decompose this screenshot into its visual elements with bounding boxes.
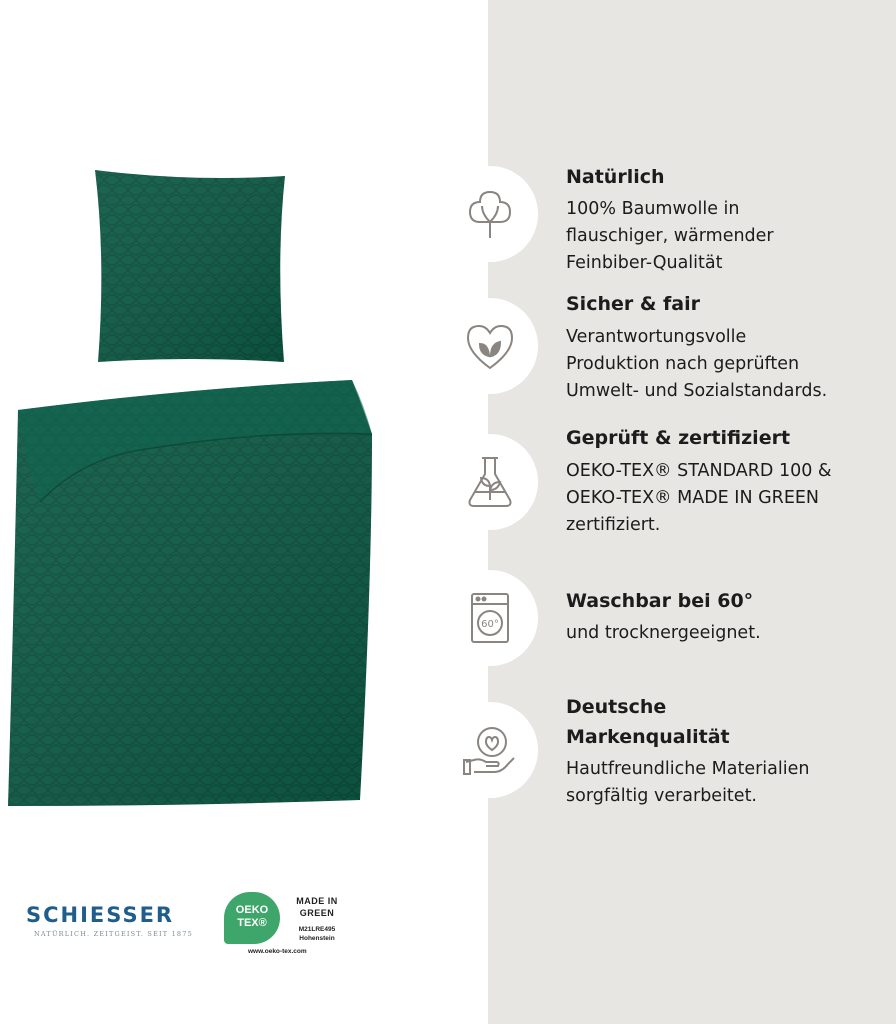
certificate-code bbox=[288, 925, 346, 943]
oeko-badge-line2: TEX® bbox=[237, 917, 267, 929]
feature-description: OEKO-TEX® STANDARD 100 & OEKO-TEX® MADE IN GREEN zertifiziert. bbox=[566, 461, 832, 535]
certificate-institute: Hohenstein bbox=[299, 935, 335, 942]
schiesser-tagline: NATÜRLICH. ZEITGEIST. SEIT 1875 bbox=[34, 930, 193, 938]
feature-description: Hautfreundliche Materialien sorgfältig verarbeitet. bbox=[566, 759, 810, 806]
pillow-image bbox=[95, 170, 285, 362]
feature-title: Waschbar bei 60° bbox=[566, 590, 754, 612]
feature-icon-circle bbox=[442, 434, 538, 530]
feature-description: 100% Baumwolle in flauschiger, wärmender Feinbiber-Qualität bbox=[566, 199, 774, 273]
feature-description: und trocknergeeignet. bbox=[566, 623, 761, 643]
feature-title: Geprüft & zertifiziert bbox=[566, 427, 791, 449]
temperature-label: 60° bbox=[481, 619, 499, 630]
feature-description: Verantwortungsvolle Produktion nach geprüften Umwelt- und Sozialstandards. bbox=[566, 327, 828, 401]
made-in-green-label bbox=[288, 895, 346, 919]
feature-icon-circle bbox=[442, 298, 538, 394]
feature-title: Deutsche Markenqualität bbox=[566, 696, 730, 748]
product-image bbox=[0, 160, 380, 820]
feature-icon-circle bbox=[442, 166, 538, 262]
hand-heart-globe-icon bbox=[460, 720, 520, 780]
feature-icon-circle bbox=[442, 702, 538, 798]
feature-icon-circle bbox=[442, 570, 538, 666]
oeko-tex-logo bbox=[224, 892, 280, 944]
certificate-number: M21LRE495 bbox=[298, 926, 336, 933]
flask-leaf-icon bbox=[460, 452, 520, 512]
oeko-badge-line1: OEKO bbox=[235, 904, 269, 916]
schiesser-logo: SCHIESSER bbox=[26, 903, 175, 927]
duvet-image bbox=[8, 380, 372, 806]
cotton-icon bbox=[460, 184, 520, 244]
feature-title: Natürlich bbox=[566, 166, 665, 188]
heart-leaf-icon bbox=[460, 316, 520, 376]
feature-title: Sicher & fair bbox=[566, 293, 701, 315]
oeko-tex-url: www.oeko-tex.com bbox=[248, 948, 307, 955]
washing-machine-icon bbox=[460, 588, 520, 648]
green-label: GREEN bbox=[299, 908, 335, 918]
made-in-label: MADE IN bbox=[296, 896, 338, 906]
